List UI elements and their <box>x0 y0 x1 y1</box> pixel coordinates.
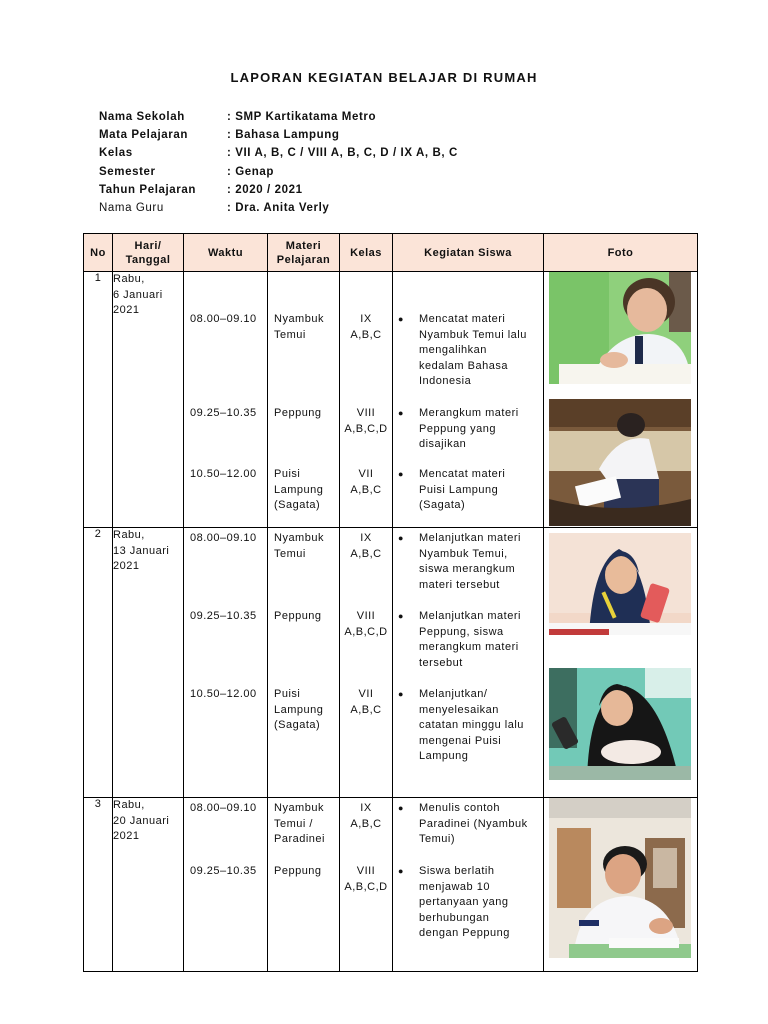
kegiatan-line: kedalam Bahasa <box>419 359 508 372</box>
kelas-line: A,B,C,D <box>344 422 388 435</box>
info-value: : Dra. Anita Verly <box>227 201 330 214</box>
kegiatan-line: Mencatat materi <box>419 313 506 325</box>
kelas-text <box>340 406 392 437</box>
info-label: Mata Pelajaran <box>99 129 188 142</box>
kegiatan-item <box>393 312 543 390</box>
kelas-line: A,B,C,D <box>344 625 388 638</box>
header-waktu: Waktu <box>184 234 268 272</box>
info-value: : 2020 / 2021 <box>227 183 303 196</box>
materi-line: Puisi <box>274 688 301 700</box>
kegiatan-line: mengalihkan <box>419 344 487 356</box>
kelas-line: IX <box>360 532 372 544</box>
info-label: Kelas <box>99 147 133 160</box>
kelas-line: IX <box>360 313 372 325</box>
materi-line: Peppung <box>274 407 322 419</box>
kegiatan-item <box>393 609 543 671</box>
bullet-icon: ● <box>398 314 404 324</box>
header-materi: Materi Pelajaran <box>268 234 340 272</box>
kelas-line: A,B,C <box>350 483 382 496</box>
info-value: : Bahasa Lampung <box>227 129 340 142</box>
bullet-icon: ● <box>398 866 404 876</box>
kegiatan-line: materi tersebut <box>419 578 500 591</box>
cell-foto <box>544 798 698 972</box>
kelas-text <box>340 467 392 498</box>
bullet-icon: ● <box>398 611 404 621</box>
kegiatan-line: Peppung, siswa <box>419 625 504 638</box>
table-header-row <box>84 234 698 272</box>
bullet-icon: ● <box>398 408 404 418</box>
cell-hari <box>113 798 184 972</box>
cell-foto <box>544 272 698 528</box>
student-photo <box>549 668 691 780</box>
kelas-line: VII <box>358 688 374 700</box>
cell-kegiatan <box>393 272 544 528</box>
info-value: : SMP Kartikatama Metro <box>227 111 377 123</box>
kegiatan-line: tersebut <box>419 656 463 669</box>
kegiatan-item <box>393 687 543 765</box>
header-no: No <box>84 234 113 272</box>
kegiatan-line: Siswa berlatih <box>419 865 495 877</box>
kegiatan-line: Lampung <box>419 750 469 762</box>
document-title: LAPORAN KEGIATAN BELAJAR DI RUMAH <box>230 70 538 85</box>
waktu-text: 09.25–10.35 <box>190 865 257 877</box>
kegiatan-item <box>393 467 543 514</box>
info-label: Nama Guru <box>99 201 164 214</box>
cell-hari <box>113 528 184 798</box>
kelas-line: VIII <box>356 610 376 622</box>
materi-text <box>268 467 339 514</box>
materi-line: Peppung <box>274 865 322 877</box>
materi-text <box>268 801 339 848</box>
kelas-text <box>340 801 392 832</box>
hari-line: 2021 <box>113 304 140 316</box>
kegiatan-line: (Sagata) <box>419 499 466 511</box>
cell-hari <box>113 272 184 528</box>
cell-kegiatan <box>393 798 544 972</box>
kelas-text <box>340 531 392 562</box>
waktu-text: 08.00–09.10 <box>190 802 257 814</box>
cell-waktu <box>184 798 268 972</box>
bullet-icon: ● <box>398 533 404 543</box>
bullet-icon: ● <box>398 803 404 813</box>
kelas-text <box>340 609 392 640</box>
waktu-text: 08.00–09.10 <box>190 532 257 544</box>
kegiatan-line: siswa merangkum <box>419 563 516 575</box>
waktu-text: 10.50–12.00 <box>190 468 257 480</box>
kegiatan-line: Menulis contoh <box>419 802 500 814</box>
materi-line: Peppung <box>274 610 322 622</box>
materi-line: Nyambuk <box>274 313 324 325</box>
table-row <box>84 272 698 528</box>
bullet-icon: ● <box>398 469 404 479</box>
waktu-text: 08.00–09.10 <box>190 313 257 325</box>
kegiatan-item <box>393 406 543 453</box>
kelas-text <box>340 312 392 343</box>
kegiatan-item <box>393 531 543 593</box>
hari-line: Rabu, <box>113 273 145 285</box>
hari-line: 13 Januari <box>113 544 170 557</box>
kegiatan-line: dengan Peppung <box>419 927 510 939</box>
info-label: Semester <box>99 165 156 178</box>
waktu-text: 09.25–10.35 <box>190 610 257 622</box>
materi-text <box>268 609 339 625</box>
hari-line: 2021 <box>113 560 140 572</box>
header-foto: Foto <box>544 234 698 272</box>
hari-line: Rabu, <box>113 799 145 811</box>
kelas-line: A,B,C <box>350 328 382 341</box>
kelas-line: A,B,C <box>350 547 382 560</box>
cell-kelas <box>340 798 393 972</box>
kegiatan-line: berhubungan <box>419 911 490 924</box>
kegiatan-line: menyelesaikan <box>419 703 499 716</box>
materi-line: (Sagata) <box>274 719 321 731</box>
cell-no: 2 <box>84 528 113 798</box>
waktu-text: 09.25–10.35 <box>190 407 257 419</box>
header-kegiatan: Kegiatan Siswa <box>393 234 544 272</box>
info-value: : Genap <box>227 165 275 178</box>
kegiatan-line: menjawab 10 <box>419 880 490 893</box>
cell-kegiatan <box>393 528 544 798</box>
kelas-line: VIII <box>356 865 376 877</box>
cell-materi <box>268 798 340 972</box>
hari-line: 20 Januari <box>113 814 170 827</box>
student-photo <box>549 798 691 958</box>
kegiatan-line: Nyambuk Temui lalu <box>419 328 527 341</box>
cell-materi <box>268 272 340 528</box>
header-hari: Hari/ Tanggal <box>113 234 184 272</box>
info-row-kelas <box>99 144 458 162</box>
kelas-line: VII <box>358 468 374 480</box>
info-row-tahun <box>99 181 458 199</box>
kelas-line: A,B,C <box>350 703 382 716</box>
kegiatan-line: mengenai Puisi <box>419 734 502 747</box>
kelas-line: A,B,C,D <box>344 880 388 893</box>
table-row <box>84 528 698 798</box>
kegiatan-item <box>393 864 543 942</box>
cell-materi <box>268 528 340 798</box>
kegiatan-line: Peppung yang <box>419 422 496 435</box>
materi-line: Temui <box>274 328 306 341</box>
cell-no: 1 <box>84 272 113 528</box>
activity-table <box>83 233 698 972</box>
materi-line: Temui / <box>274 817 313 830</box>
cell-no: 3 <box>84 798 113 972</box>
info-row-mapel <box>99 126 458 144</box>
student-photo <box>549 272 691 384</box>
materi-line: Temui <box>274 547 306 560</box>
kegiatan-line: Mencatat materi <box>419 468 506 480</box>
kegiatan-line: Merangkum materi <box>419 407 519 419</box>
info-label: Nama Sekolah <box>99 111 185 123</box>
info-label: Tahun Pelajaran <box>99 183 196 196</box>
kegiatan-line: Melanjutkan materi <box>419 532 521 544</box>
kegiatan-line: disajikan <box>419 438 467 450</box>
hari-line: 6 Januari <box>113 288 163 301</box>
kegiatan-item <box>393 801 543 848</box>
kegiatan-line: catatan minggu lalu <box>419 719 524 731</box>
kelas-text <box>340 864 392 895</box>
materi-line: Lampung <box>274 483 324 496</box>
materi-line: Nyambuk <box>274 532 324 544</box>
waktu-text: 10.50–12.00 <box>190 688 257 700</box>
cell-kelas <box>340 272 393 528</box>
header-kelas: Kelas <box>340 234 393 272</box>
info-row-sekolah <box>99 108 458 126</box>
kegiatan-line: Puisi Lampung <box>419 483 499 496</box>
cell-waktu <box>184 272 268 528</box>
materi-text <box>268 687 339 734</box>
kelas-text <box>340 687 392 718</box>
info-row-semester <box>99 163 458 181</box>
materi-line: Paradinei <box>274 833 325 845</box>
hari-line: Rabu, <box>113 529 145 541</box>
materi-line: (Sagata) <box>274 499 321 511</box>
kegiatan-line: Melanjutkan materi <box>419 610 521 622</box>
bullet-icon: ● <box>398 689 404 699</box>
kegiatan-line: Melanjutkan/ <box>419 688 488 700</box>
kegiatan-line: Paradinei (Nyambuk <box>419 817 528 830</box>
materi-text <box>268 864 339 880</box>
materi-text <box>268 406 339 422</box>
student-photo <box>549 533 691 635</box>
kegiatan-line: pertanyaan yang <box>419 896 509 908</box>
materi-line: Lampung <box>274 703 324 716</box>
student-photo <box>549 399 691 526</box>
materi-text <box>268 312 339 343</box>
materi-line: Puisi <box>274 468 301 480</box>
kegiatan-line: Indonesia <box>419 375 472 387</box>
cell-kelas <box>340 528 393 798</box>
cell-foto <box>544 528 698 798</box>
kegiatan-line: merangkum materi <box>419 641 519 653</box>
materi-text <box>268 531 339 562</box>
hari-line: 2021 <box>113 830 140 842</box>
materi-line: Nyambuk <box>274 802 324 814</box>
info-value: : VII A, B, C / VIII A, B, C, D / IX A, B, C <box>227 147 458 160</box>
kegiatan-line: Temui) <box>419 833 456 845</box>
cell-waktu <box>184 528 268 798</box>
kelas-line: IX <box>360 802 372 814</box>
kelas-line: VIII <box>356 407 376 419</box>
kegiatan-line: Nyambuk Temui, <box>419 547 508 560</box>
info-block <box>99 108 458 217</box>
table-row <box>84 798 698 972</box>
info-row-guru <box>99 199 458 217</box>
kelas-line: A,B,C <box>350 817 382 830</box>
